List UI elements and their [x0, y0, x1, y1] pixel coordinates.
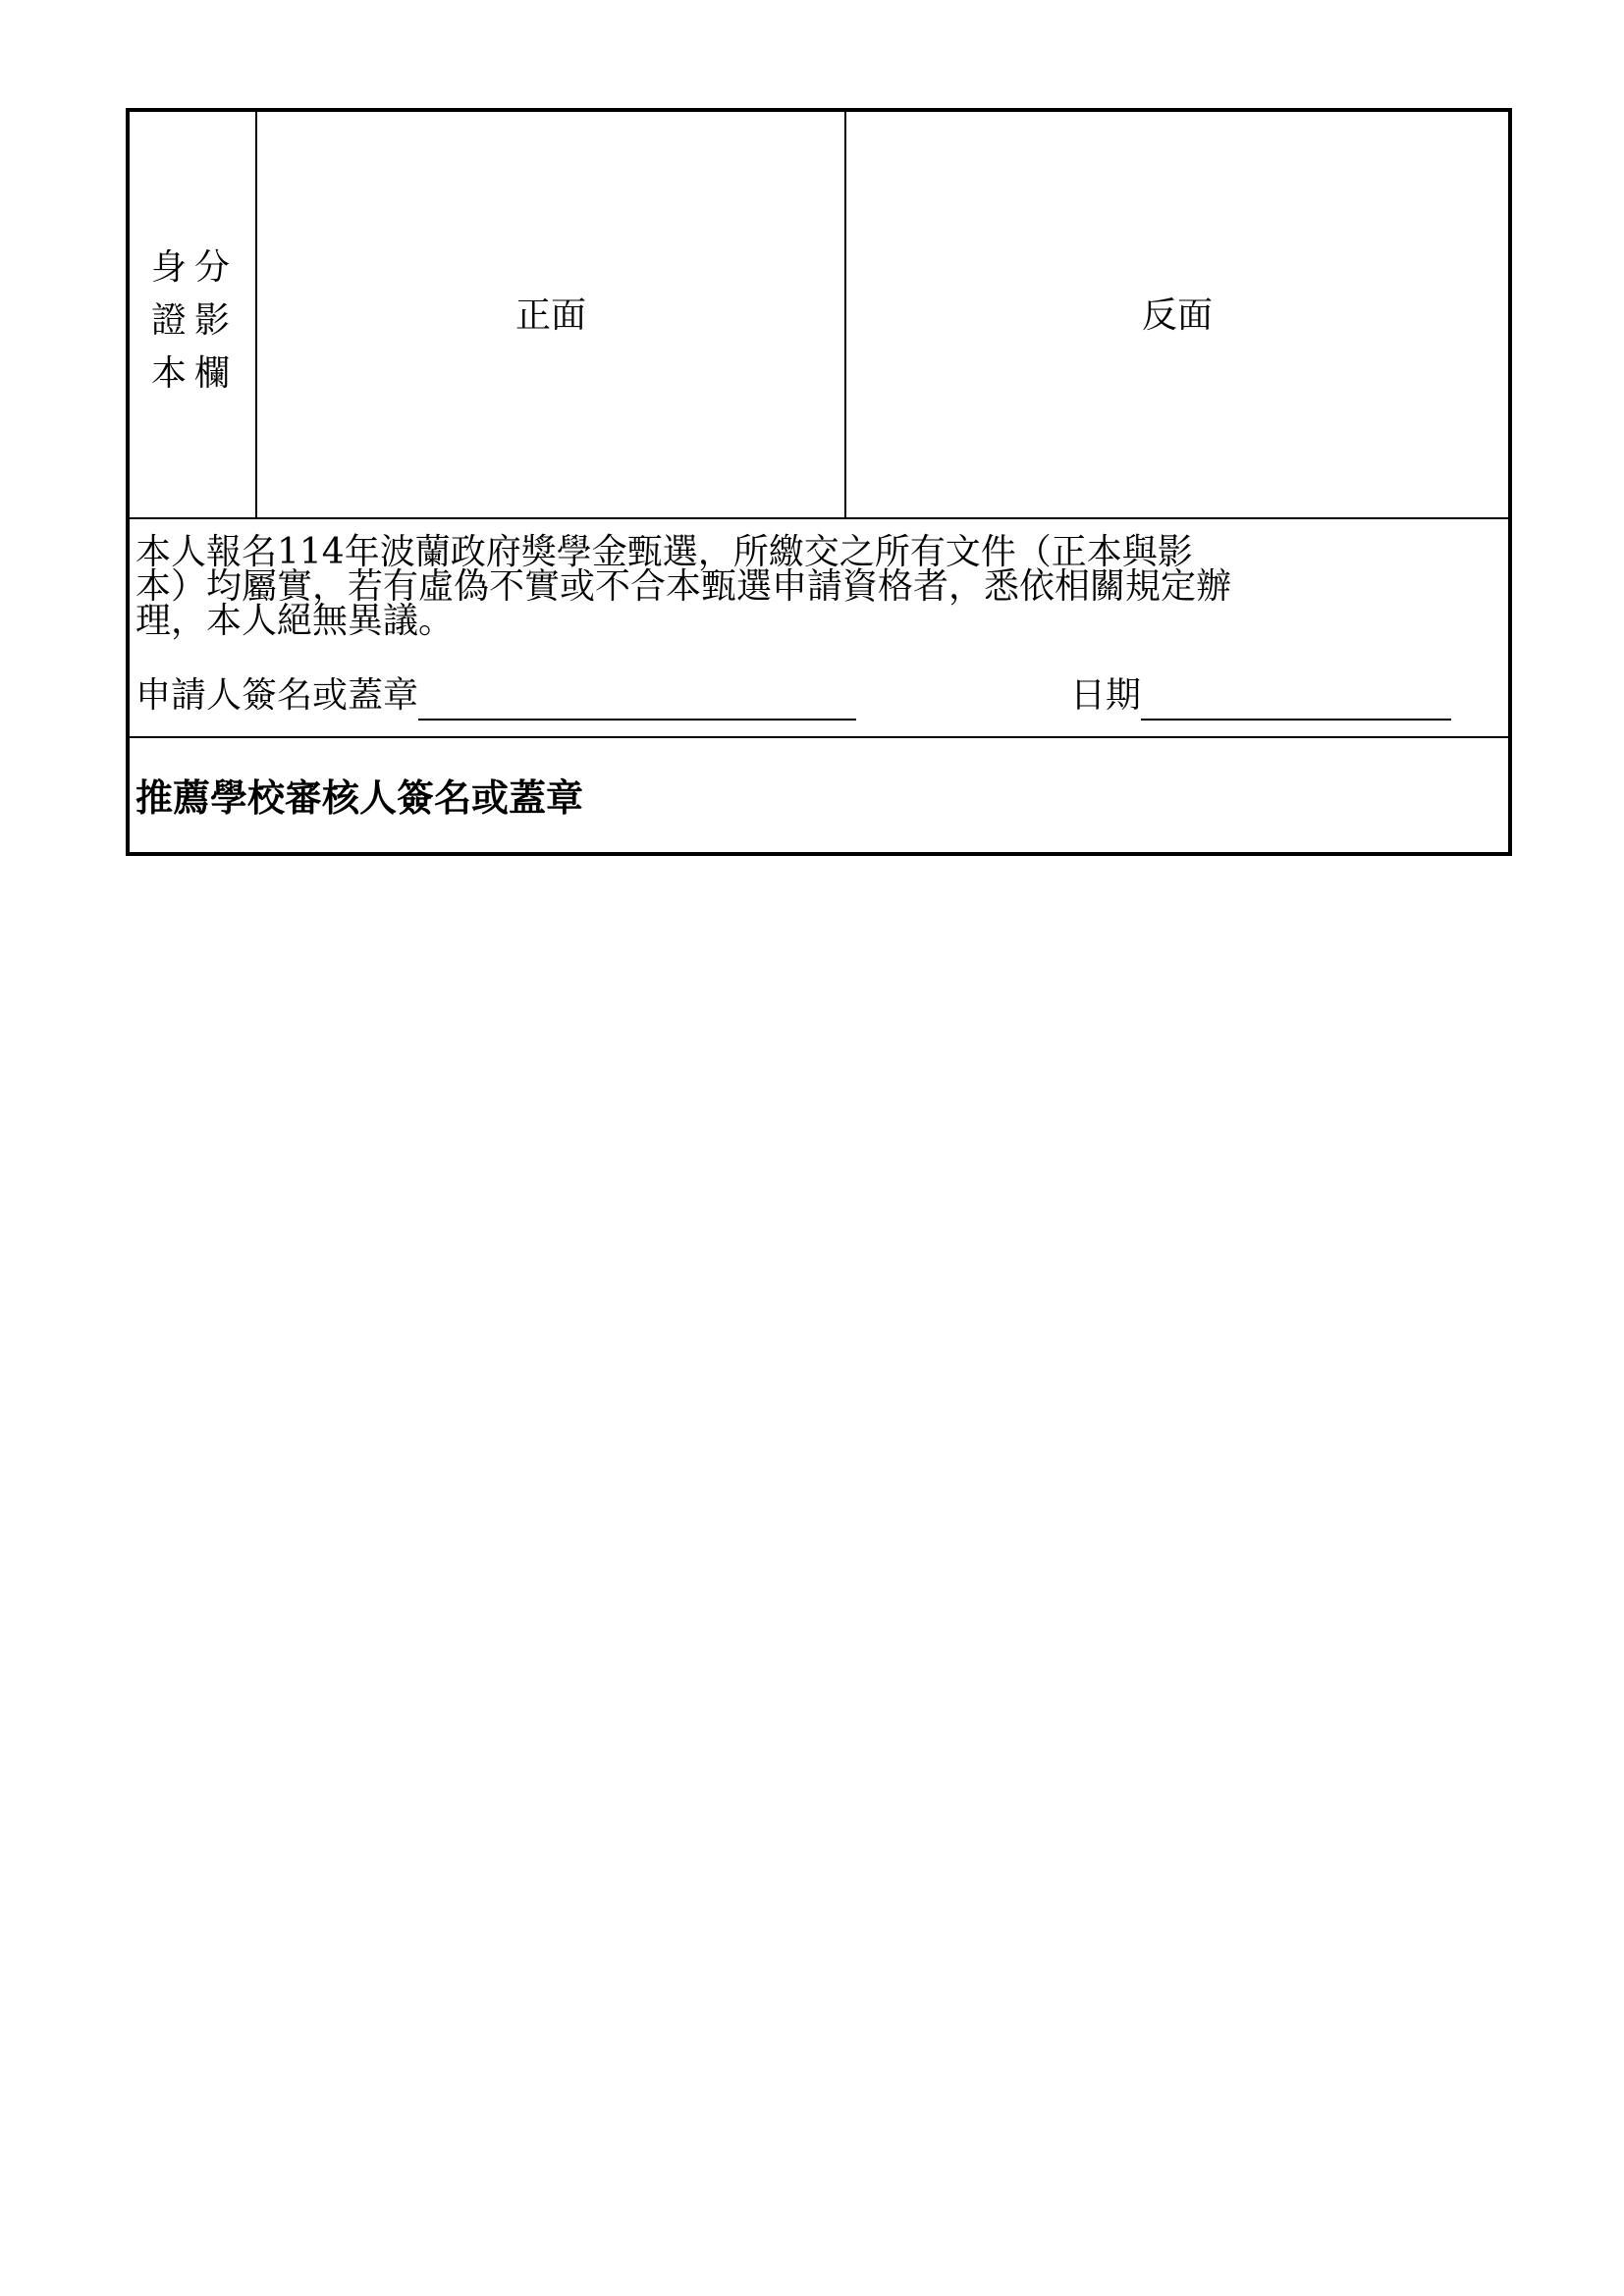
applicant-signature-label: 申請人簽名或蓋章: [135, 675, 419, 716]
date-label: 日期: [1070, 675, 1142, 716]
id-copy-label-line-3: 本欄: [150, 353, 238, 394]
school-reviewer-signature-label: 推薦學校審核人簽名或蓋章: [135, 775, 584, 820]
id-copy-label-line-1: 身分: [150, 247, 238, 288]
date-line: [1070, 671, 1451, 721]
id-back-area: [846, 112, 1508, 517]
id-copy-label-cell: [130, 112, 257, 517]
school-review-row: [130, 738, 1508, 852]
declaration-line-3: 理，本人絕無異議。: [135, 601, 455, 641]
id-front-area: [257, 112, 846, 517]
declaration-row: [130, 519, 1508, 738]
id-copy-label: [147, 241, 242, 400]
id-copy-label-line-2: 證影: [150, 300, 238, 341]
application-form-table: [126, 108, 1512, 856]
date-field[interactable]: [1141, 679, 1451, 721]
applicant-signature-field[interactable]: [418, 679, 856, 721]
declaration-line-1: 本人報名114年波蘭政府獎學金甄選，所繳交之所有文件（正本與影: [135, 532, 1193, 572]
id-front-label: 正面: [514, 295, 586, 336]
declaration-line-2: 本）均屬實，若有虛偽不實或不合本甄選申請資格者，悉依相關規定辦: [135, 566, 1232, 607]
applicant-signature-line: [135, 671, 856, 721]
declaration-text: [135, 532, 1510, 641]
id-back-label: 反面: [1141, 295, 1213, 336]
id-copy-row: [130, 112, 1508, 519]
